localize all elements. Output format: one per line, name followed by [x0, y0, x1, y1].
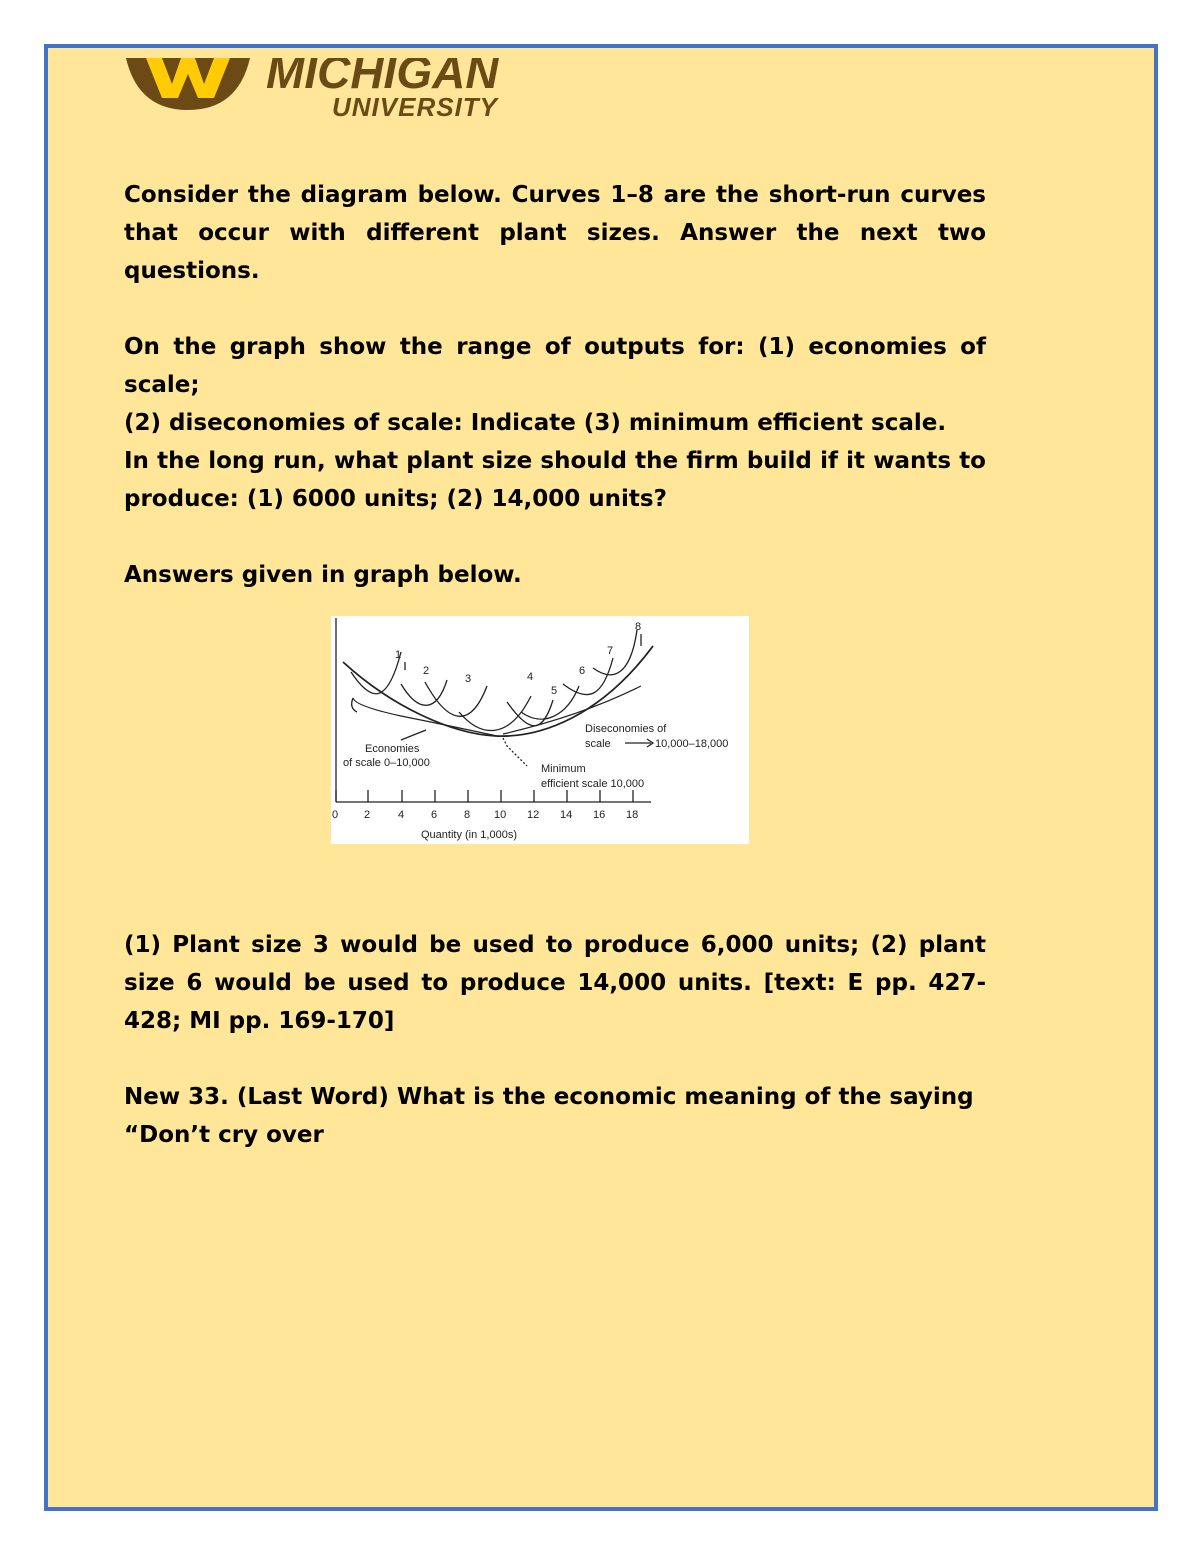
- economies-label-line2: of scale 0–10,000: [343, 757, 430, 769]
- x-axis-label: Quantity (in 1,000s): [421, 829, 517, 841]
- answer-text: [124, 926, 986, 1154]
- mes-label-line1: Minimum: [541, 763, 586, 775]
- short-run-curve-5: [507, 700, 553, 726]
- curve-label-3: 3: [465, 673, 472, 685]
- curve-label-7: 7: [607, 645, 614, 657]
- x-tick-2: 2: [364, 809, 371, 821]
- curve-label-2: 2: [423, 665, 430, 677]
- curve-label-6: 6: [579, 665, 586, 677]
- x-tick-6: 6: [431, 809, 438, 821]
- mes-label-line2: efficient scale 10,000: [541, 778, 645, 790]
- logo-word-university: UNIVERSITY: [332, 92, 499, 122]
- answers-heading: Answers given in graph below.: [124, 562, 522, 588]
- short-run-curve-7: [563, 658, 613, 695]
- michigan-logo-icon: [126, 58, 546, 126]
- curve-label-5: 5: [551, 685, 558, 697]
- short-run-curve-2: [401, 680, 447, 705]
- curve-label-1: 1: [395, 649, 402, 661]
- logo-word-michigan: MICHIGAN: [266, 58, 499, 98]
- intro-paragraph: Consider the diagram below. Curves 1–8 are the short-run curves that occur with different plant sizes. Answer the next two questions.: [124, 182, 986, 284]
- economies-label-line1: Economies: [365, 743, 420, 755]
- diseconomies-range: 10,000–18,000: [655, 738, 729, 750]
- curve-label-4: 4: [527, 671, 534, 683]
- x-tick-18: 18: [626, 809, 639, 821]
- curve-label-8: 8: [635, 621, 642, 633]
- x-tick-16: 16: [593, 809, 606, 821]
- diseconomies-label-line1: Diseconomies of: [585, 723, 667, 735]
- question-paragraph-a: On the graph show the range of outputs for: (1) economies of scale;: [124, 334, 986, 398]
- short-run-curve-6: [521, 686, 579, 719]
- x-tick-12: 12: [527, 809, 540, 821]
- question-paragraph-b: (2) diseconomies of scale: Indicate (3) minimum efficient scale.: [124, 410, 947, 436]
- x-tick-4: 4: [398, 809, 405, 821]
- x-tick-0: 0: [332, 809, 339, 821]
- question-text: [124, 176, 986, 594]
- cost-curves-diagram: [331, 616, 749, 844]
- diseconomies-label-line2: scale: [585, 738, 611, 750]
- answer-paragraph: (1) Plant size 3 would be used to produce 6,000 units; (2) plant size 6 would be used to produce 14,000 units. [text: E pp. 427-428; MI pp. 169-170]: [124, 932, 986, 1034]
- x-tick-10: 10: [494, 809, 507, 821]
- short-run-curve-3: [425, 682, 487, 716]
- short-run-curve-8: [593, 630, 637, 675]
- x-tick-14: 14: [560, 809, 573, 821]
- question-paragraph-c: In the long run, what plant size should the firm build if it wants to produce: (1) 6000 units; (2) 14,000 units?: [124, 448, 986, 512]
- x-tick-8: 8: [464, 809, 471, 821]
- diagram-svg: [331, 616, 749, 844]
- university-logo: [126, 58, 546, 126]
- next-question-paragraph: New 33. (Last Word) What is the economic meaning of the saying “Don’t cry over: [124, 1084, 974, 1148]
